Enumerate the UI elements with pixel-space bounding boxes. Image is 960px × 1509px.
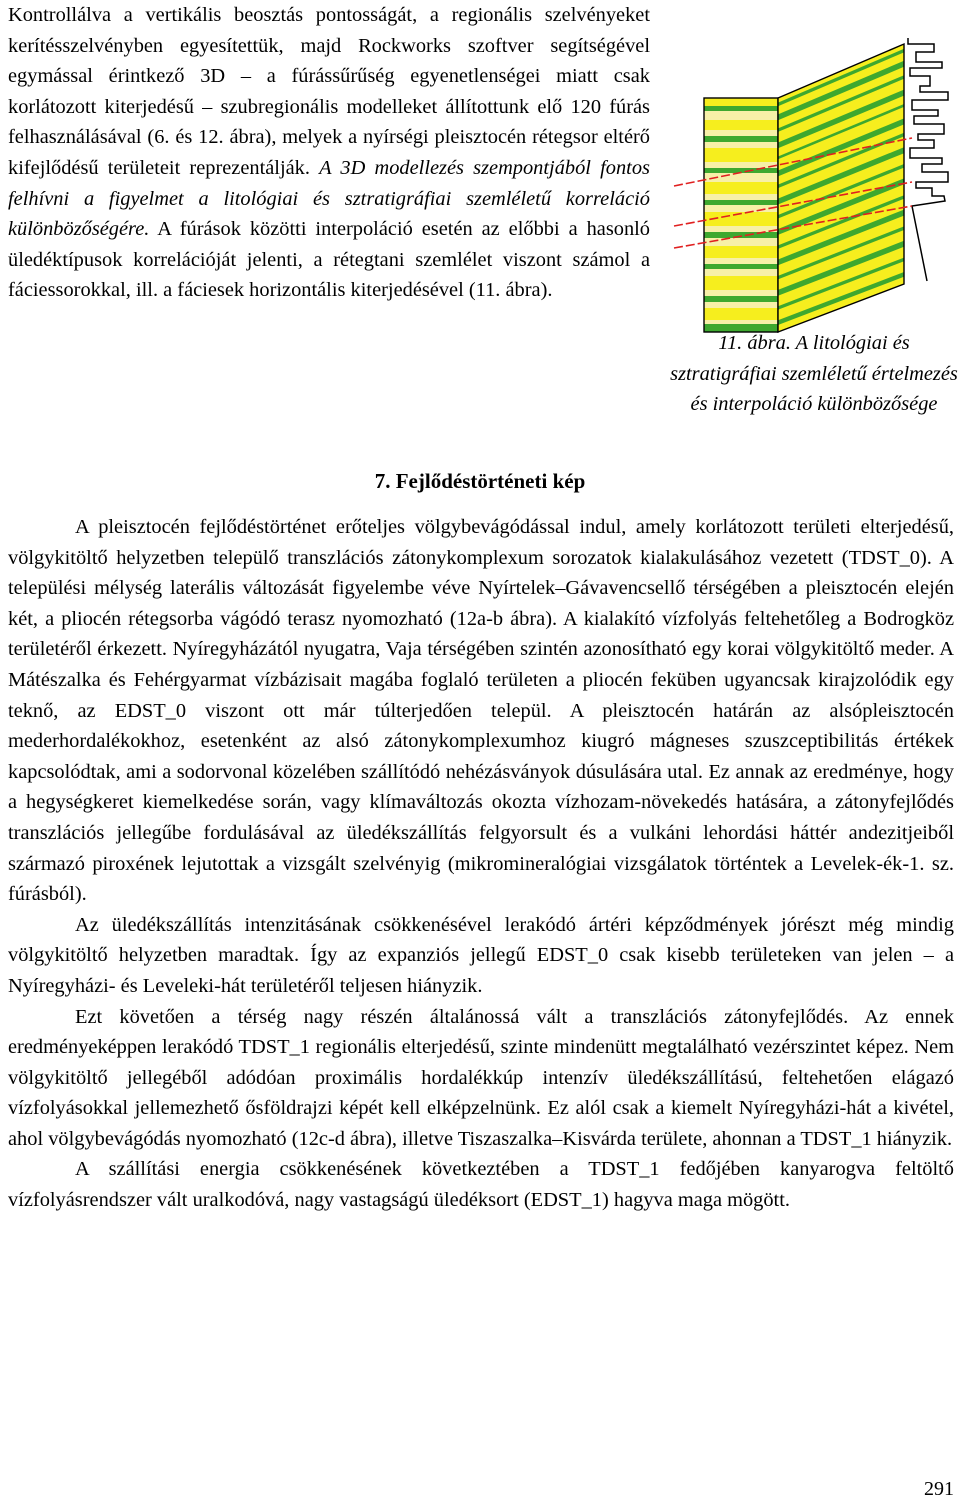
lithologic-column-left bbox=[704, 98, 778, 332]
intro-text-part1: Kontrollálva a vertikális beosztás pontosságát, a regionális szelvényeket kerítésszelvényben egyesítettük, majd Rockworks szoftver segítségével egymással érintkező 3D – a fúrássűrűség egyenetlenségei miatt csak korlátozott kiterjedésű – szubregionális modelleket állítottunk elő 120 fúrás felhasználásával (6. és 12. ábra), melyek a nyírségi pleisztocén rétegsor eltérő kifejlődésű területeit reprezentálják. bbox=[8, 4, 650, 179]
left-band-1 bbox=[704, 98, 778, 106]
figure-11 bbox=[672, 36, 956, 336]
left-band-13 bbox=[704, 276, 778, 290]
left-band-4 bbox=[704, 136, 778, 142]
left-band-3 bbox=[704, 120, 778, 130]
body-paragraph-2: Az üledékszállítás intenzitásának csökkenésével lerakódó ártéri képződmények jórészt még mindig völgykitöltő helyzetben maradtak. Így az expanziós jellegű EDST_0 csak kisebb területeken van jelen – a Nyíregyházi- és Leveleki-hát területéről teljesen hiányzik. bbox=[8, 913, 954, 997]
body-paragraph-1: A pleisztocén fejlődéstörténet erőteljes völgybevágódással indul, amely korlátozott területi elterjedésű, völgykitöltő helyzetben települő transzlációs zátonykomplexum sorozatok kialakulásához vezetett (TDST_0). A települési mélység laterális változását figyelembe véve Nyírtelek–Gávavencsellő térségében a pleisztocén elején két, a pliocén rétegsorba vágódó terasz nyomozható (12a-b ábra). A kialakító vízfolyás feltehetőleg a Bodrogköz területéről érkezett. Nyíregyházától nyugatra, Vaja térségében szintén azonosítható egy korai völgykitöltő meder. A Mátészalka és Fehérgyarmat vízbázisait magába foglaló területen a pliocén feküben ugyancsak kirajzolódik egy teknő, az EDST_0 viszont ott már túlterjedően települ. A pleisztocén határán az alsópleisztocén mederhordalékokhoz, esetenként az alsó zátonykomplexumhoz kiugró mágneses szuszceptibilitás értékek kapcsolódtak, ami a sodorvonal közelében szállítódó nehézásványok dúsulására utal. Ez annak az eredménye, hogy a hegységkeret kiemelkedése során, vagy klímaváltozás okozta vízhozam-növekedés hatására, a zátonyfejlődés transzlációs jellegűbe fordulásával az üledékszállítás felgyorsult és a vulkáni lehordási háttér andezitjeiből származó piroxének lejutottak a vizsgált szelvényig (mikromineralógiai vizsgálatok történtek a Levelek-ék-1. sz. fúrásból). bbox=[8, 516, 954, 906]
left-band-2 bbox=[704, 106, 778, 111]
figure-11-illustration bbox=[672, 36, 956, 336]
left-band-7 bbox=[704, 182, 778, 194]
intro-text-italic: A 3D modellezés szempontjából fontos felhívni a figyelmet a litológiai és sztratigráfiai szemléletű korreláció különbözőségére. bbox=[8, 156, 650, 241]
page-number: 291 bbox=[924, 1478, 954, 1500]
well-log-curve bbox=[908, 38, 948, 281]
figure-caption: 11. ábra. A litológiai és sztratigráfiai szemléletű értelmezés és interpoláció különbözősége bbox=[670, 332, 958, 415]
left-band-11 bbox=[704, 246, 778, 258]
intro-paragraph bbox=[8, 0, 650, 306]
section-heading: 7. Fejlődéstörténeti kép bbox=[374, 469, 586, 493]
left-band-12 bbox=[704, 264, 778, 269]
left-band-14 bbox=[704, 296, 778, 302]
left-band-15 bbox=[704, 308, 778, 320]
left-band-5 bbox=[704, 148, 778, 162]
section-body bbox=[8, 512, 954, 1216]
body-paragraph-4: A szállítási energia csökkenésének következtében a TDST_1 fedőjében kanyarogva feltöltő vízfolyásrendszer vált uralkodóvá, nagy vastagságú üledéksort (EDST_1) hagyva maga mögött. bbox=[8, 1158, 954, 1212]
body-paragraph-3: Ezt követően a térség nagy részén általánossá vált a transzlációs zátonyfejlődés. Az ennek eredményeképpen lerakódó TDST_1 regionális elterjedésű, szinte mindenütt megtalálható vezérszintet képez. Nem völgykitöltő jellegéből adódóan proximális hordalékkúp intenzív üledékszállítású, feltehetően elágazó vízfolyásokkal jellemezhető ősföldrajzi képét kell elképzelnünk. Ez alól csak a kiemelt Nyíregyházi-hát a kivétel, ahol völgybevágódás nyomozható (12c-d ábra), illetve Tiszaszalka–Kisvárda területe, ahonnan a TDST_1 hiányzik. bbox=[8, 1005, 954, 1150]
well-log-line bbox=[908, 38, 948, 281]
left-band-10 bbox=[704, 232, 778, 238]
interpolation-panel bbox=[778, 44, 904, 332]
left-band-8 bbox=[704, 200, 778, 205]
intro-text-part2: A fúrások közötti interpoláció esetén az előbbi a hasonló üledéktípusok korrelációját jelenti, a rétegtani szemlélet viszont számol a fáciessorokkal, ill. a fáciesek horizontális kiterjedésével (11. ábra). bbox=[8, 218, 650, 302]
